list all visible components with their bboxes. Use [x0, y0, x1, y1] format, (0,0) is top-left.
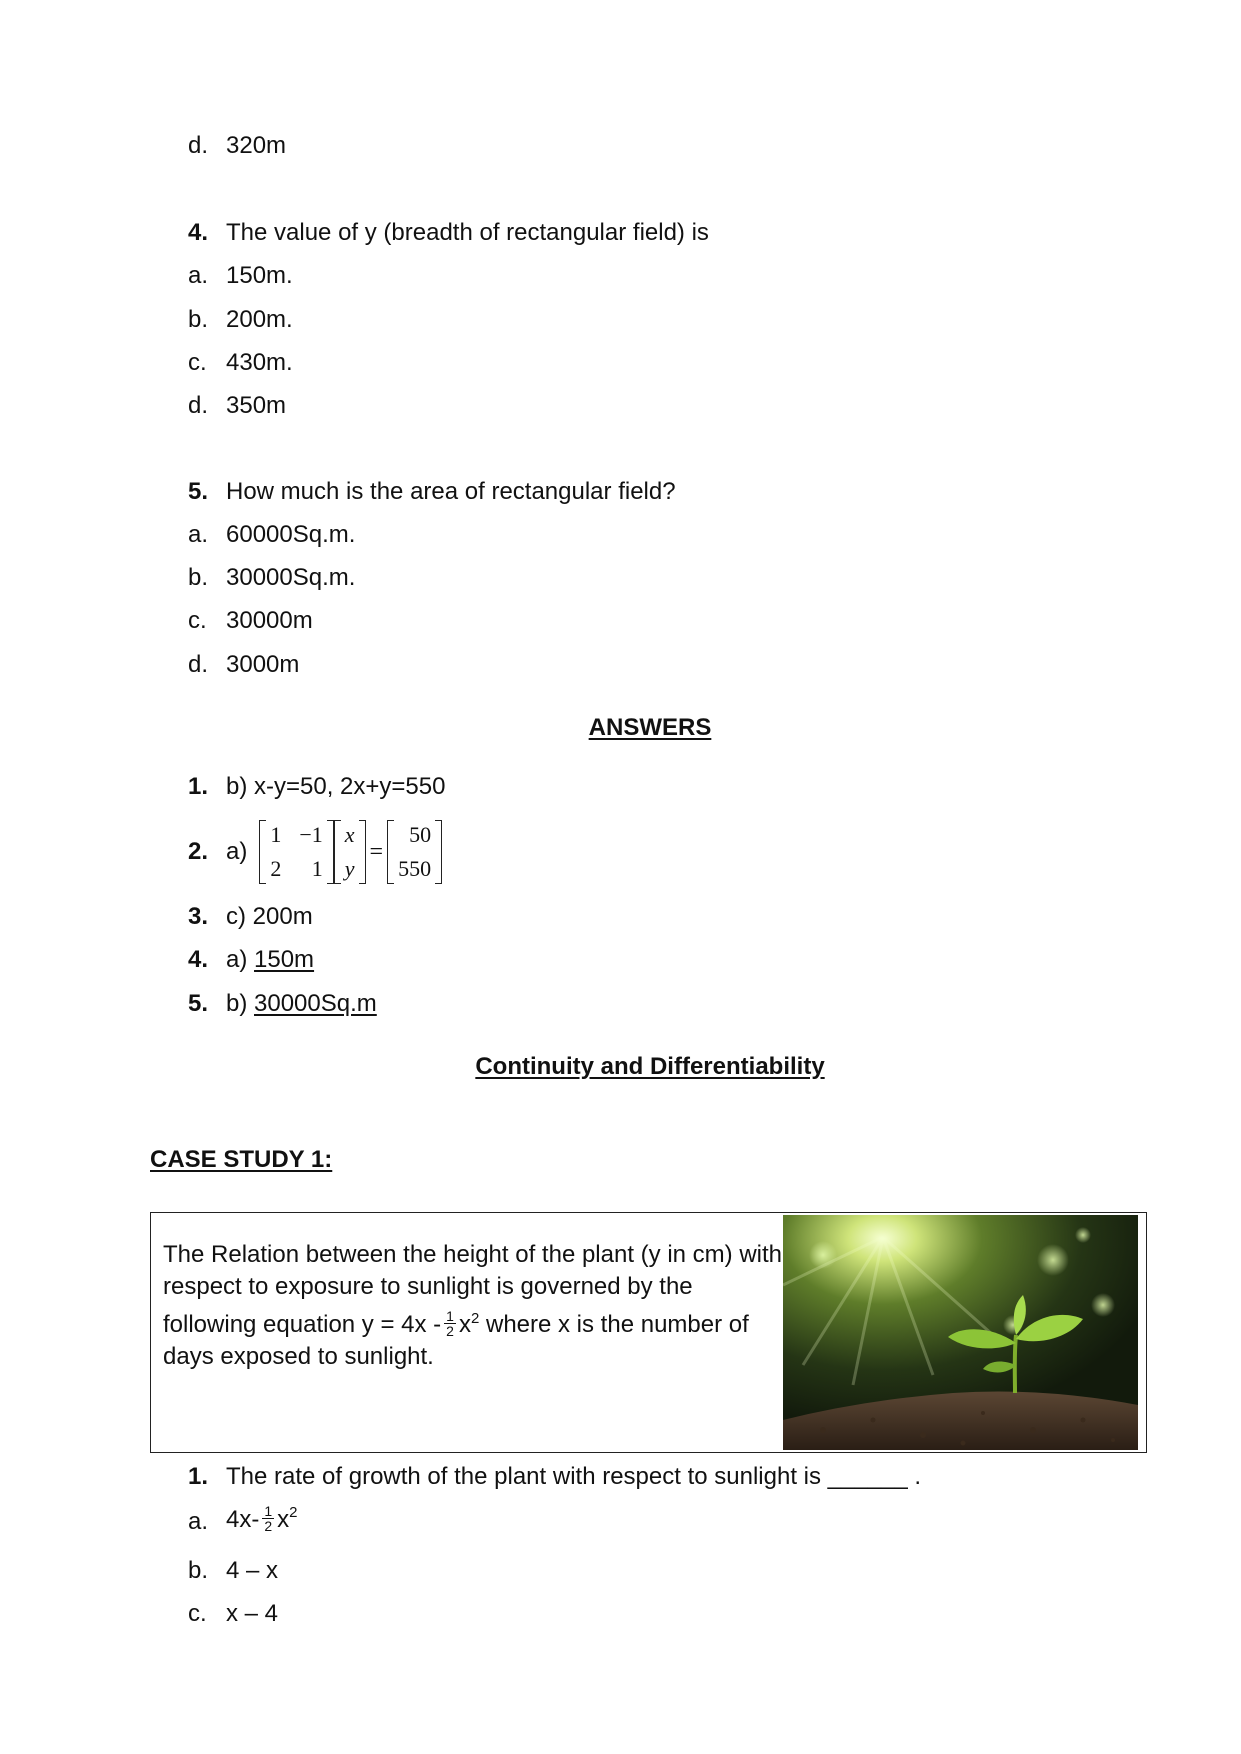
- option-text: 150m.: [226, 262, 293, 289]
- option-marker: a.: [188, 262, 209, 289]
- answer-number: 2.: [188, 838, 209, 865]
- question-number: 1.: [188, 1463, 209, 1490]
- answer-number: 4.: [188, 946, 209, 973]
- fraction: [262, 1504, 274, 1533]
- coefficient-matrix: [259, 820, 333, 884]
- option-text: [226, 1500, 297, 1540]
- matrix-cell: 50: [409, 822, 432, 847]
- option-text: 60000Sq.m.: [226, 521, 356, 548]
- answer-number: 5.: [188, 990, 209, 1017]
- answer-prefix: b): [226, 990, 248, 1017]
- option-text-part: 4x-: [226, 1506, 260, 1533]
- answer-value: 150m: [254, 946, 315, 973]
- answer-number: 3.: [188, 903, 209, 930]
- option-marker: a.: [188, 521, 209, 548]
- matrix-cell: x: [344, 822, 355, 847]
- option-marker: a.: [188, 1508, 209, 1535]
- option-text: 430m.: [226, 349, 293, 376]
- constant-vector: [387, 820, 442, 884]
- question-text: The rate of growth of the plant with respect to sunlight is ______ .: [226, 1463, 922, 1490]
- seedling-photo: [783, 1215, 1138, 1450]
- fraction-denominator: 2: [264, 1517, 273, 1534]
- answer-value: 30000Sq.m: [254, 990, 377, 1017]
- option-text: 320m: [226, 132, 287, 159]
- case-study-label: CASE STUDY 1:: [150, 1146, 333, 1173]
- option-text: 4 – x: [226, 1557, 279, 1584]
- fraction-denominator: 2: [446, 1323, 454, 1340]
- answer-prefix: a): [226, 838, 248, 865]
- exponent: 2: [470, 1310, 480, 1327]
- option-text: 200m.: [226, 306, 293, 333]
- answer-text: c) 200m: [226, 903, 313, 930]
- option-marker: c.: [188, 1600, 207, 1627]
- matrix-cell: y: [344, 856, 355, 881]
- option-marker: c.: [188, 607, 207, 634]
- answer-text: b) x-y=50, 2x+y=550: [226, 773, 446, 800]
- fraction-numerator: 1: [264, 1502, 273, 1519]
- question-text: The value of y (breadth of rectangular field) is: [226, 219, 709, 246]
- case-text-part: x: [458, 1311, 471, 1338]
- option-text-part: x: [277, 1506, 290, 1533]
- option-marker: b.: [188, 306, 209, 333]
- case-text-part: The Relation between the height of the plant (y in cm) with respect to exposure to sunlight is governed by the following equation y = 4x -: [163, 1241, 783, 1338]
- exponent: 2: [289, 1503, 298, 1521]
- matrix-cell: 1: [270, 822, 282, 847]
- matrix-cell: 2: [270, 856, 282, 881]
- option-text: 3000m: [226, 651, 300, 678]
- equals-sign: =: [369, 838, 384, 865]
- fraction: [444, 1309, 456, 1338]
- option-marker: c.: [188, 349, 207, 376]
- option-marker: b.: [188, 1557, 209, 1584]
- question-number: 4.: [188, 219, 209, 246]
- option-text: 350m: [226, 392, 287, 419]
- case-text-part: where x is the number of days exposed to sunlight.: [163, 1311, 749, 1370]
- section-title: Continuity and Differentiability: [475, 1053, 825, 1080]
- option-text: 30000Sq.m.: [226, 564, 356, 591]
- matrix-equation: [226, 816, 442, 888]
- option-marker: d.: [188, 132, 209, 159]
- answer-text: [226, 990, 377, 1018]
- answer-text: [226, 946, 314, 974]
- question-text: How much is the area of rectangular field?: [226, 478, 676, 505]
- fraction-numerator: 1: [446, 1308, 454, 1325]
- option-text: 30000m: [226, 607, 313, 634]
- answer-prefix: a): [226, 946, 248, 973]
- answer-number: 1.: [188, 773, 209, 800]
- question-number: 5.: [188, 478, 209, 505]
- answers-heading: ANSWERS: [588, 714, 712, 741]
- case-study-text: [163, 1239, 783, 1373]
- variable-vector: [334, 820, 366, 884]
- option-marker: b.: [188, 564, 209, 591]
- case-study-box: [150, 1212, 1147, 1453]
- option-text: x – 4: [226, 1600, 279, 1627]
- matrix-cell: 550: [398, 856, 432, 881]
- matrix-cell: −1: [299, 822, 323, 847]
- option-marker: d.: [188, 651, 209, 678]
- matrix-cell: 1: [311, 856, 323, 881]
- option-marker: d.: [188, 392, 209, 419]
